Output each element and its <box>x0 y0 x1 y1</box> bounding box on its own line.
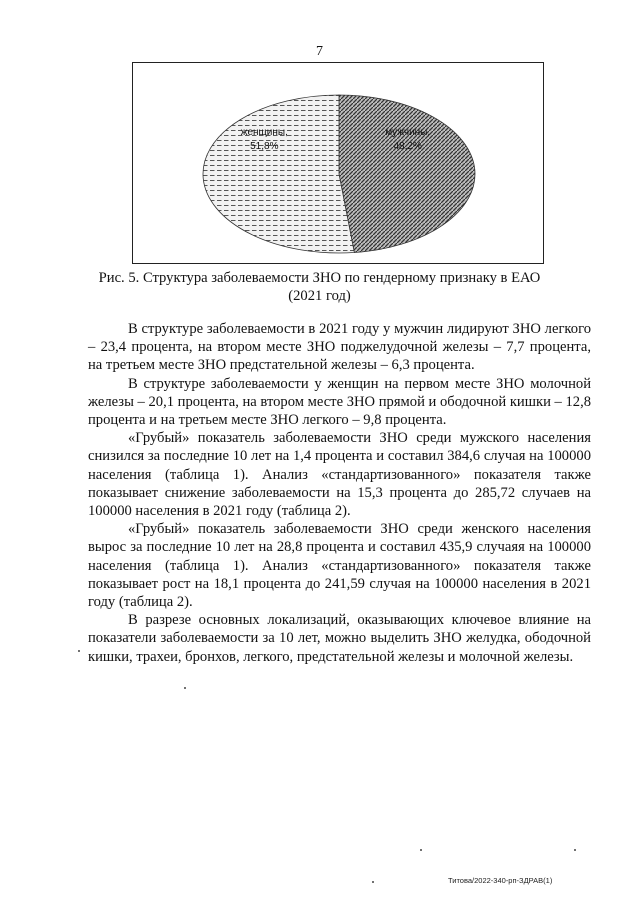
paragraph: «Грубый» показатель заболеваемости ЗНО среди женского населения вырос за последние 10 лет на 28,8 процента и составил 435,9 случаяя на 100000 населения (таблица 1). Анализ «стандартизованного» показателя также показывает рост на 18,1 процента до 241,59 случая на 100000 населения в 2021 году (таблица 2). <box>88 521 591 611</box>
figure-caption <box>80 269 559 305</box>
scan-speck <box>184 687 186 689</box>
pie-slice-label: женщины, <box>240 127 288 138</box>
scan-speck <box>574 849 576 851</box>
caption-line-1: Рис. 5. Структура заболеваемости ЗНО по гендерному признаку в ЕАО <box>98 270 541 286</box>
paragraph: В структуре заболеваемости в 2021 году у мужчин лидируют ЗНО легкого – 23,4 процента, на втором месте ЗНО поджелудочной железы – 7,7 процента, на третьем месте ЗНО предстательной железы – 6,3 процента. <box>88 321 591 374</box>
paragraph: В разрезе основных локализаций, оказывающих ключевое влияние на показатели заболеваемости за 10 лет, можно выделить ЗНО желудка, ободочной кишки, трахеи, бронхов, легкого, предстательной железы и молочной железы. <box>88 612 591 665</box>
footer-code: Титова/2022-340-рп-ЗДРАВ(1) <box>448 876 553 885</box>
pie-slice-label: мужчины, <box>385 127 431 138</box>
scan-speck <box>372 881 374 883</box>
pie-chart <box>133 63 543 263</box>
pie-chart-frame <box>132 62 544 264</box>
pie-slice <box>203 95 354 253</box>
scan-speck <box>420 849 422 851</box>
page-number: 7 <box>316 44 323 59</box>
pie-slice-value: 51,8% <box>250 141 279 152</box>
body-text <box>88 320 591 666</box>
paragraph: В структуре заболеваемости у женщин на первом месте ЗНО молочной железы – 20,1 процента, на втором месте ЗНО прямой и ободочной кишки – 12,8 процента и на третьем месте ЗНО легкого – 9,8 процента. <box>88 375 592 429</box>
paragraph: «Грубый» показатель заболеваемости ЗНО среди мужского населения снизился за последние 10 лет на 1,4 процента и составил 384,6 случая на 100000 населения (таблица 1). Анализ «стандартизованного» показателя также показывает снижение заболеваемости на 15,3 процента до 285,72 случаев на 100000 населения в 2021 году (таблица 2). <box>88 430 591 520</box>
caption-line-2: (2021 год) <box>288 288 351 304</box>
scan-speck <box>78 650 80 652</box>
pie-slice <box>339 95 475 252</box>
pie-slice-value: 48,2% <box>393 141 422 152</box>
